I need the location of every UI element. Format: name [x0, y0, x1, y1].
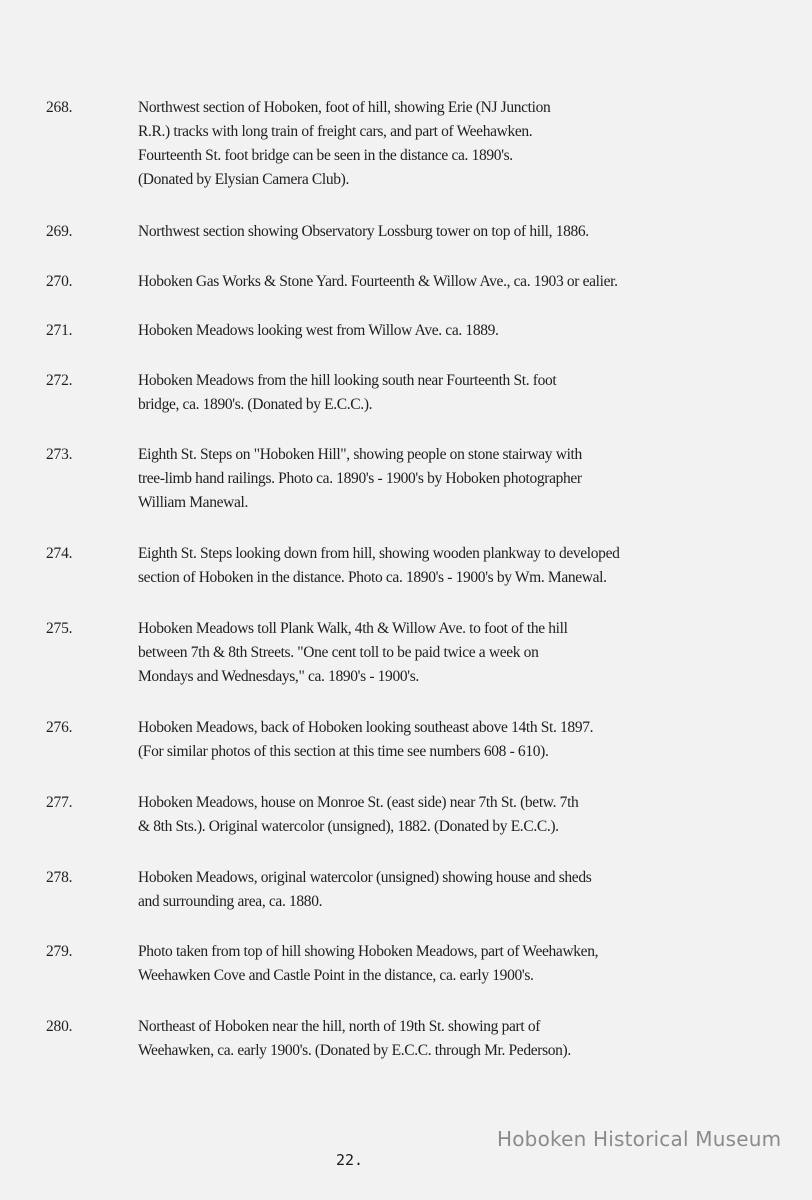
entry-number: 270.: [46, 273, 73, 290]
entry-number: 271.: [46, 322, 73, 339]
entry-line: Northwest section showing Observatory Lossburg tower on top of hill, 1886.: [138, 223, 589, 240]
entry-number: 276.: [46, 719, 73, 736]
entry-description: [138, 220, 778, 244]
entry-description: [138, 617, 778, 689]
entry-line: R.R.) tracks with long train of freight cars, and part of Weehawken.: [138, 123, 533, 140]
entry-line: Hoboken Meadows from the hill looking south near Fourteenth St. foot: [138, 372, 557, 389]
entry-line: Photo taken from top of hill showing Hoboken Meadows, part of Weehawken,: [138, 943, 599, 960]
entry-description: [138, 791, 778, 839]
entry-number: 275.: [46, 620, 73, 637]
entry-number: 278.: [46, 869, 73, 886]
entry-line: Hoboken Meadows toll Plank Walk, 4th & Willow Ave. to foot of the hill: [138, 620, 568, 637]
entry-description: [138, 369, 778, 417]
entry-number: 279.: [46, 943, 73, 960]
page-number: 22.: [336, 1151, 364, 1169]
entry-description: [138, 716, 778, 764]
entry-line: Weehawken, ca. early 1900's. (Donated by E.C.C. through Mr. Pederson).: [138, 1042, 571, 1059]
entry-line: Eighth St. Steps looking down from hill, showing wooden plankway to developed: [138, 545, 620, 562]
entry-line: Eighth St. Steps on "Hoboken Hill", showing people on stone stairway with: [138, 446, 582, 463]
entry-description: [138, 866, 778, 914]
entry-number: 277.: [46, 794, 73, 811]
entry-description: [138, 1015, 778, 1063]
entry-description: [138, 96, 778, 192]
entry-description: [138, 319, 778, 343]
entry-description: [138, 443, 778, 515]
entry-description: [138, 542, 778, 590]
entry-line: Hoboken Meadows, back of Hoboken looking southeast above 14th St. 1897.: [138, 719, 594, 736]
entry-description: [138, 940, 778, 988]
entry-line: and surrounding area, ca. 1880.: [138, 893, 323, 910]
entry-number: 280.: [46, 1018, 73, 1035]
entry-line: Hoboken Meadows, house on Monroe St. (east side) near 7th St. (betw. 7th: [138, 794, 579, 811]
entry-line: Northwest section of Hoboken, foot of hill, showing Erie (NJ Junction: [138, 99, 551, 116]
museum-watermark: Hoboken Historical Museum: [497, 1127, 782, 1151]
entry-line: tree-limb hand railings. Photo ca. 1890's - 1900's by Hoboken photographer: [138, 470, 582, 487]
entry-number: 274.: [46, 545, 73, 562]
entry-line: between 7th & 8th Streets. "One cent toll to be paid twice a week on: [138, 644, 539, 661]
entry-description: [138, 270, 778, 294]
entry-line: Hoboken Meadows, original watercolor (unsigned) showing house and sheds: [138, 869, 592, 886]
entry-line: Weehawken Cove and Castle Point in the distance, ca. early 1900's.: [138, 967, 534, 984]
entry-line: (For similar photos of this section at this time see numbers 608 - 610).: [138, 743, 549, 760]
entry-number: 269.: [46, 223, 73, 240]
entry-line: Hoboken Gas Works & Stone Yard. Fourteenth & Willow Ave., ca. 1903 or ealier.: [138, 273, 618, 290]
entry-line: & 8th Sts.). Original watercolor (unsigned), 1882. (Donated by E.C.C.).: [138, 818, 559, 835]
entry-line: Mondays and Wednesdays," ca. 1890's - 1900's.: [138, 668, 419, 685]
entry-line: Northeast of Hoboken near the hill, north of 19th St. showing part of: [138, 1018, 541, 1035]
entry-number: 268.: [46, 99, 73, 116]
entry-line: William Manewal.: [138, 494, 248, 511]
entry-line: section of Hoboken in the distance. Photo ca. 1890's - 1900's by Wm. Manewal.: [138, 569, 607, 586]
entry-line: (Donated by Elysian Camera Club).: [138, 171, 349, 188]
entry-number: 272.: [46, 372, 73, 389]
entry-line: Fourteenth St. foot bridge can be seen in the distance ca. 1890's.: [138, 147, 513, 164]
entry-line: bridge, ca. 1890's. (Donated by E.C.C.).: [138, 396, 373, 413]
entry-line: Hoboken Meadows looking west from Willow Ave. ca. 1889.: [138, 322, 499, 339]
entry-number: 273.: [46, 446, 73, 463]
